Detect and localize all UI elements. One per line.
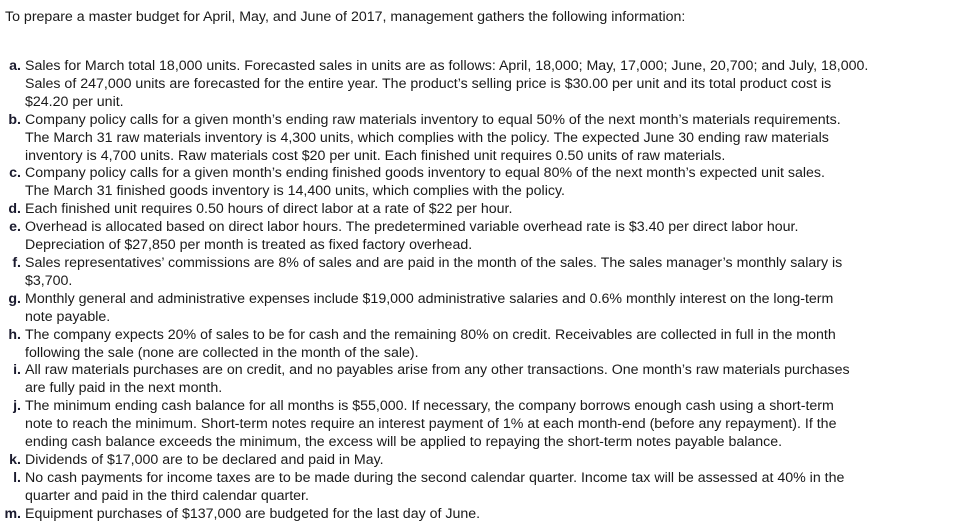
list-item [0, 201, 960, 219]
item-text [25, 327, 960, 363]
intro-text: To prepare a master budget for April, May, and June of 2017, management gathers the following information: [5, 9, 686, 25]
item-letter: j. [13, 398, 21, 415]
item-text-line: Sales of 247,000 units are forecasted for the entire year. The product’s selling price is $30.00 per unit and its total product cost is [25, 75, 832, 92]
item-text-line: Sales representatives’ commissions are 8% of sales and are paid in the month of the sales. The sales manager’s monthly salary is [25, 254, 843, 271]
item-text-line: The March 31 finished goods inventory is 14,400 units, which complies with the policy. [25, 183, 565, 200]
item-letter: e. [9, 219, 21, 236]
item-text [25, 470, 960, 506]
item-text [25, 112, 960, 166]
item-letter: l. [13, 469, 21, 486]
item-text-line: Company policy calls for a given month’s ending finished goods inventory to equal 80% of the next month’s expected unit sales. [25, 165, 825, 182]
item-text-line: quarter and paid in the third calendar quarter. [25, 487, 309, 504]
item-text-line: ending cash balance exceeds the minimum, the excess will be applied to repaying the short-term notes payable balance. [25, 434, 783, 451]
item-text [25, 506, 960, 524]
item-text-line: Monthly general and administrative expenses include $19,000 administrative salaries and 0.6% monthly interest on the long-term [25, 290, 834, 307]
item-text [25, 362, 960, 398]
list-item [0, 291, 960, 327]
list-item [0, 219, 960, 255]
item-letter: b. [8, 111, 21, 128]
list-item [0, 362, 960, 398]
item-text-line: following the sale (none are collected in the month of the sale). [25, 344, 419, 361]
item-text-line: Overhead is allocated based on direct labor hours. The predetermined variable overhead rate is $3.40 per direct labor hour. [25, 219, 799, 236]
item-text-line: The March 31 raw materials inventory is 4,300 units, which complies with the policy. The expected June 30 ending raw materials [25, 129, 829, 146]
item-letter: c. [9, 165, 21, 182]
item-text-line: Dividends of $17,000 are to be declared and paid in May. [25, 451, 384, 468]
item-text-line: Depreciation of $27,850 per month is treated as fixed factory overhead. [25, 237, 473, 254]
item-text [25, 291, 960, 327]
list-item [0, 506, 960, 524]
item-text-line: All raw materials purchases are on credit, and no payables arise from any other transactions. One month’s raw materials purchases [25, 362, 850, 379]
item-letter: h. [8, 326, 21, 343]
item-text [25, 58, 960, 112]
information-list [0, 58, 960, 524]
item-text [25, 452, 960, 470]
item-letter: k. [9, 451, 21, 468]
list-item [0, 58, 960, 112]
item-text-line: note payable. [25, 308, 111, 325]
item-letter: d. [8, 201, 21, 218]
item-letter: g. [8, 290, 21, 307]
list-item [0, 165, 960, 201]
item-text [25, 201, 960, 219]
item-letter: i. [13, 362, 21, 379]
item-text-line: note to reach the minimum. Short-term notes require an interest payment of 1% at each month-end (before any repayment). If the [25, 416, 837, 433]
item-text [25, 398, 960, 452]
list-item [0, 255, 960, 291]
list-item [0, 470, 960, 506]
item-text-line: are fully paid in the next month. [25, 380, 223, 397]
item-text [25, 255, 960, 291]
item-letter: m. [4, 505, 21, 522]
item-text [25, 219, 960, 255]
item-text-line: Company policy calls for a given month’s ending raw materials inventory to equal 50% of the next month’s materials requirements. [25, 111, 841, 128]
item-text-line: The company expects 20% of sales to be for cash and the remaining 80% on credit. Receivables are collected in full in the month [25, 326, 836, 343]
item-letter: a. [9, 58, 21, 74]
item-text-line: No cash payments for income taxes are to be made during the second calendar quarter. Income tax will be assessed at 40% in the [25, 469, 845, 486]
item-text-line: Sales for March total 18,000 units. Forecasted sales in units are as follows: April, 18,000; May, 17,000; June, 20,700; and July, 18,000. [25, 58, 869, 74]
item-letter: f. [12, 254, 21, 271]
list-item [0, 112, 960, 166]
list-item [0, 398, 960, 452]
item-text-line: inventory is 4,700 units. Raw materials cost $20 per unit. Each finished unit requires 0.50 units of raw materials. [25, 147, 726, 164]
item-text-line: Equipment purchases of $137,000 are budgeted for the last day of June. [25, 505, 481, 522]
item-text-line: Each finished unit requires 0.50 hours of direct labor at a rate of $22 per hour. [25, 201, 513, 218]
list-item [0, 452, 960, 470]
item-text-line: $3,700. [25, 272, 73, 289]
item-text-line: The minimum ending cash balance for all months is $55,000. If necessary, the company borrows enough cash using a short-term [25, 398, 834, 415]
item-text [25, 165, 960, 201]
list-item [0, 327, 960, 363]
item-text-line: $24.20 per unit. [25, 93, 124, 110]
